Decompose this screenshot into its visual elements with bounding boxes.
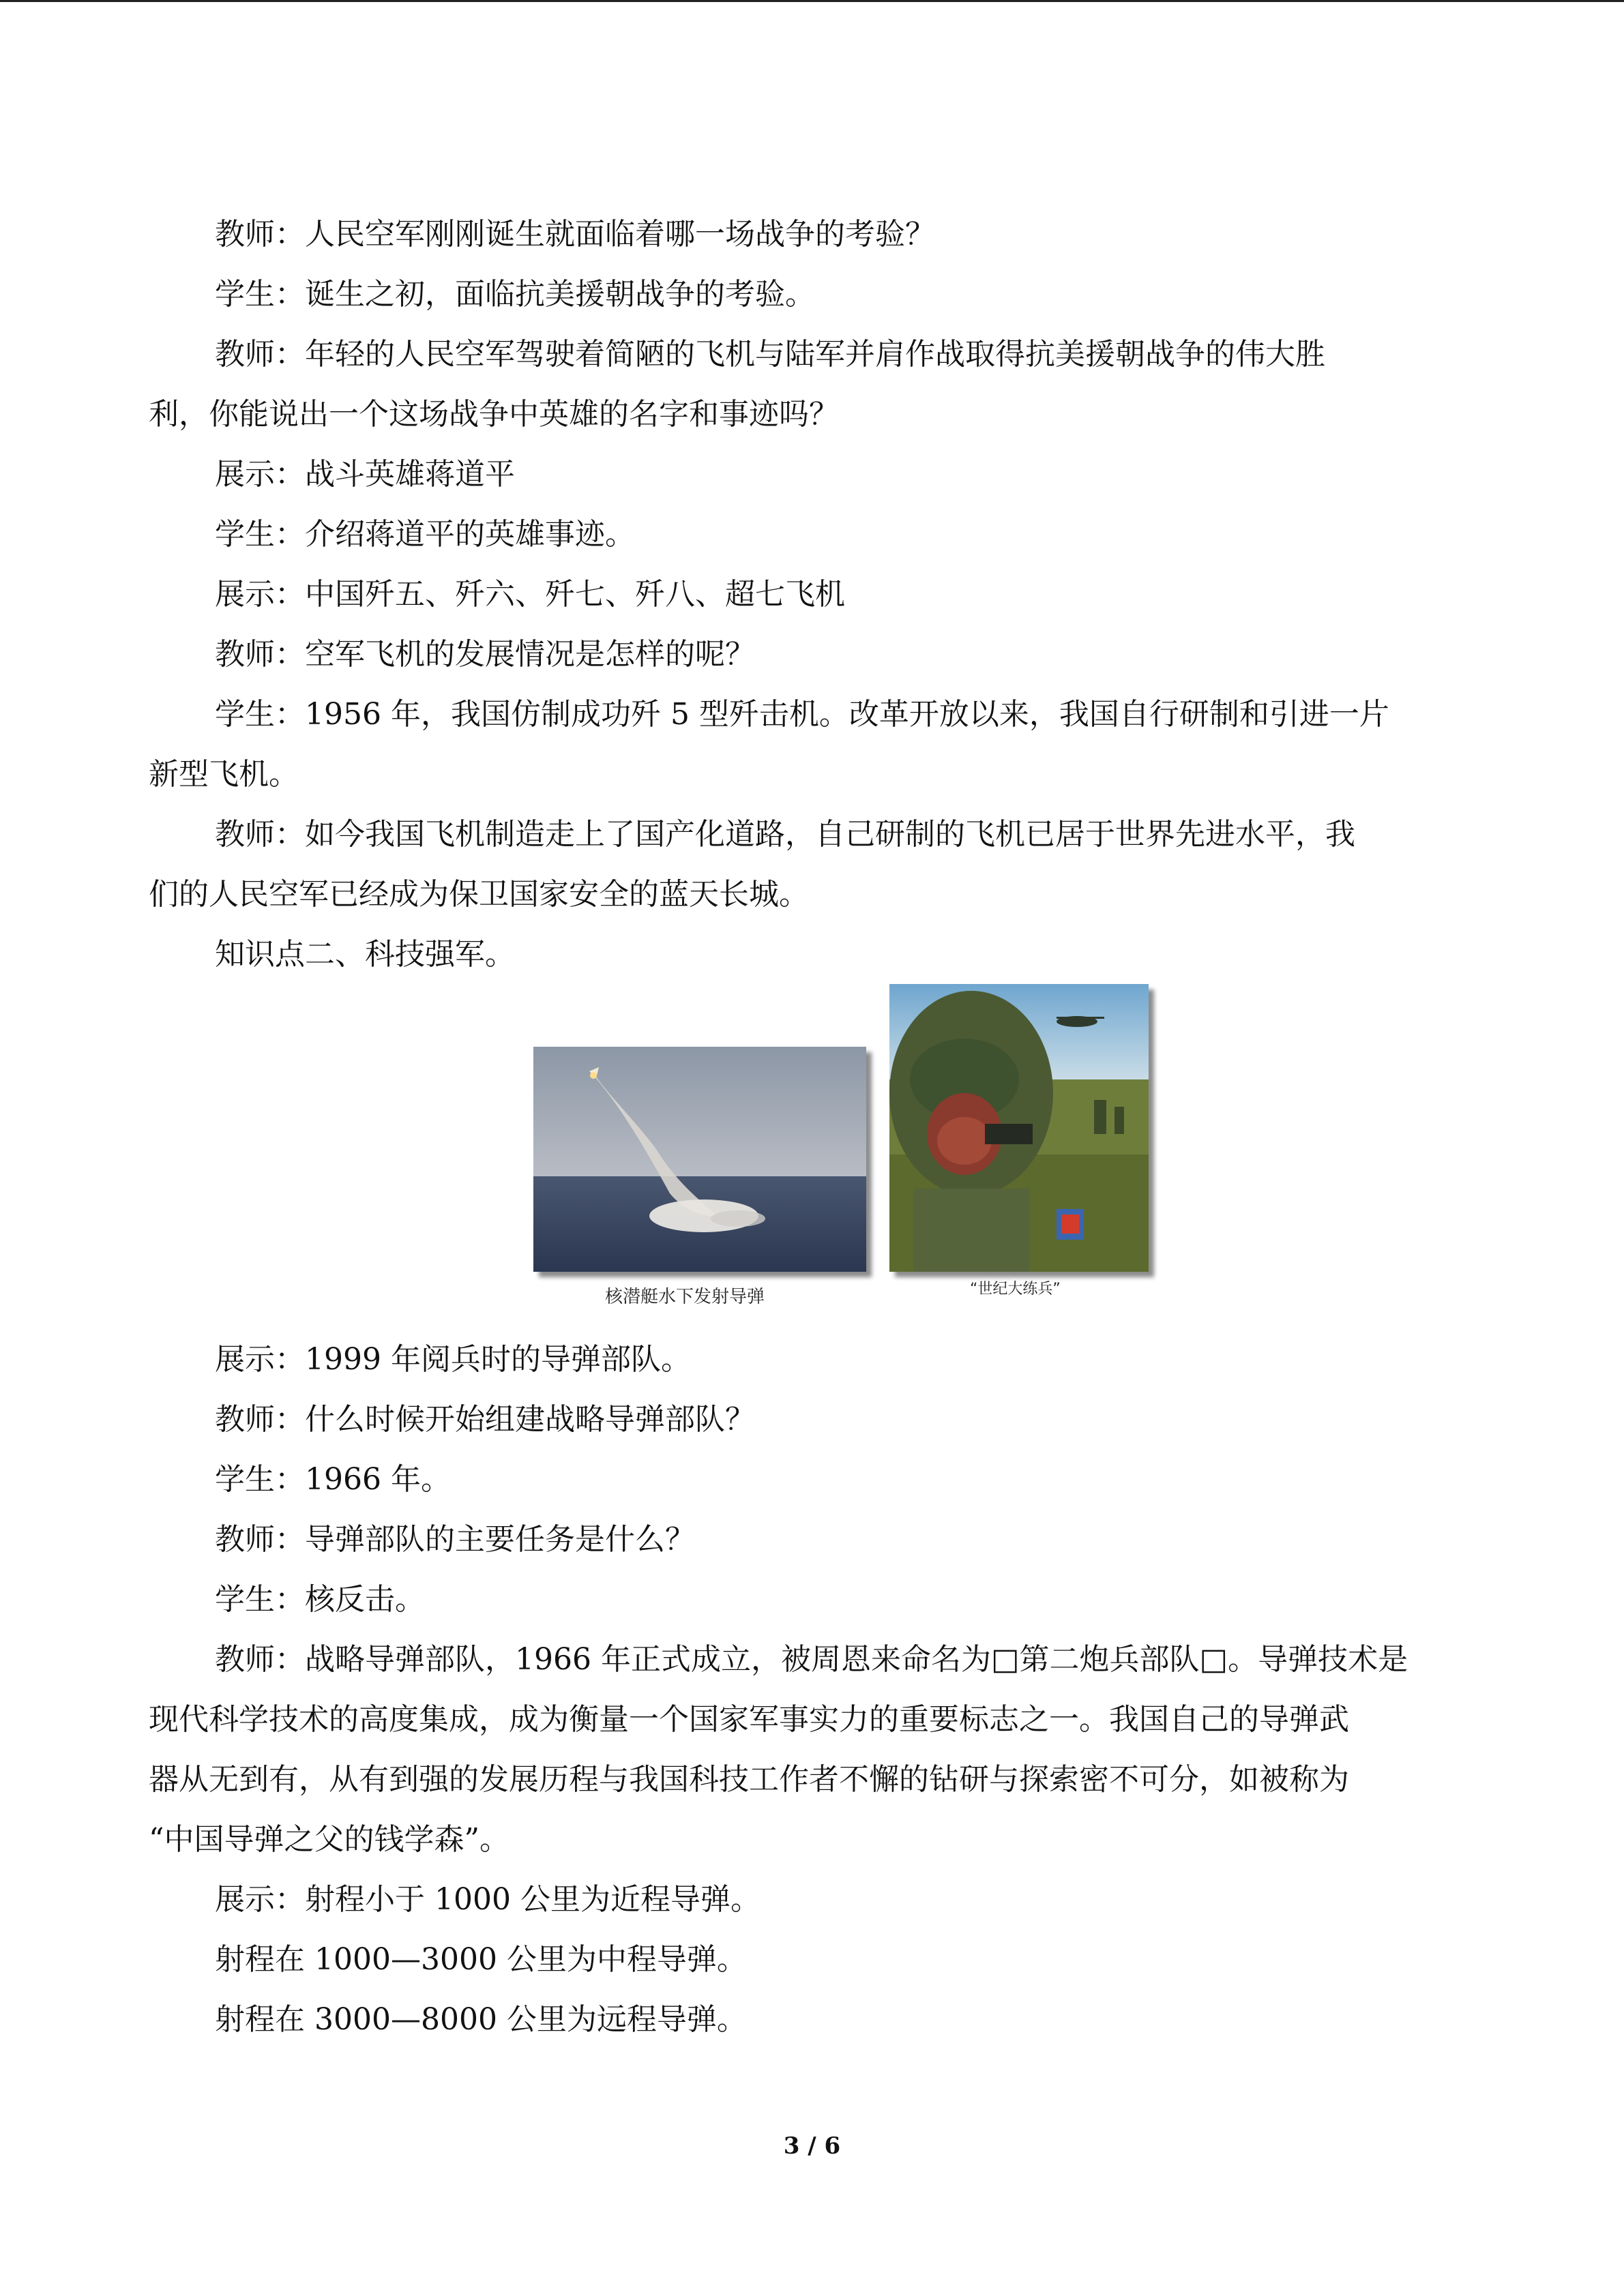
paragraph-continuation: 们的人民空军已经成为保卫国家安全的蓝天长城。 [149, 877, 809, 912]
paragraph: 教师：空军飞机的发展情况是怎样的呢？ [215, 637, 755, 672]
paragraph: 射程在 3000—8000 公里为远程导弹。 [215, 2002, 747, 2037]
paragraph: 展示：战斗英雄蒋道平 [215, 457, 515, 492]
paragraph: 学生：核反击。 [215, 1582, 425, 1617]
left-photo-caption: 核潜艇水下发射导弹 [605, 1287, 765, 1307]
paragraph-continuation: 器从无到有，从有到强的发展历程与我国科技工作者不懈的钻研与探索密不可分，如被称为 [149, 1762, 1349, 1797]
paragraph: 展示：1999 年阅兵时的导弹部队。 [215, 1342, 691, 1377]
submarine-missile-photo [533, 1047, 866, 1272]
paragraph: 教师：什么时候开始组建战略导弹部队？ [215, 1402, 755, 1437]
paragraph: 学生：1956 年，我国仿制成功歼 5 型歼击机。改革开放以来，我国自行研制和引进一片 [215, 697, 1389, 732]
text-block-top [149, 205, 1472, 985]
top-border [0, 0, 1624, 2]
paragraph: 教师：人民空军刚刚诞生就面临着哪一场战争的考验？ [215, 217, 935, 252]
paragraph: 教师：如今我国飞机制造走上了国产化道路，自己研制的飞机已居于世界先进水平，我 [215, 817, 1355, 852]
paragraph: 教师：年轻的人民空军驾驶着简陋的飞机与陆军并肩作战取得抗美援朝战争的伟大胜 [215, 337, 1325, 372]
section-heading: 知识点二、科技强军。 [215, 937, 515, 972]
military-training-photo [889, 984, 1149, 1272]
paragraph: 射程在 1000—3000 公里为中程导弹。 [215, 1942, 747, 1977]
paragraph: 展示：射程小于 1000 公里为近程导弹。 [215, 1882, 761, 1917]
paragraph: 学生：诞生之初，面临抗美援朝战争的考验。 [215, 277, 815, 312]
paragraph-continuation: 利，你能说出一个这场战争中英雄的名字和事迹吗？ [149, 397, 839, 432]
paragraph-continuation: 现代科学技术的高度集成，成为衡量一个国家军事实力的重要标志之一。我国自己的导弹武 [149, 1702, 1349, 1737]
paragraph-continuation: “中国导弹之父的钱学森”。 [149, 1822, 510, 1857]
right-photo-caption: “世纪大练兵” [970, 1281, 1061, 1298]
page-number: 3 / 6 [783, 2132, 841, 2160]
paragraph: 学生：介绍蒋道平的英雄事迹。 [215, 517, 635, 552]
figure-photos [533, 984, 1154, 1318]
paragraph-continuation: 新型飞机。 [149, 757, 299, 792]
paragraph: 教师：导弹部队的主要任务是什么？ [215, 1522, 695, 1557]
text-block-bottom [149, 1330, 1472, 2050]
paragraph: 教师：战略导弹部队，1966 年正式成立，被周恩来命名为□第二炮兵部队□。导弹技术是 [215, 1642, 1408, 1677]
paragraph: 学生：1966 年。 [215, 1462, 451, 1497]
paragraph: 展示：中国歼五、歼六、歼七、歼八、超七飞机 [215, 577, 845, 612]
